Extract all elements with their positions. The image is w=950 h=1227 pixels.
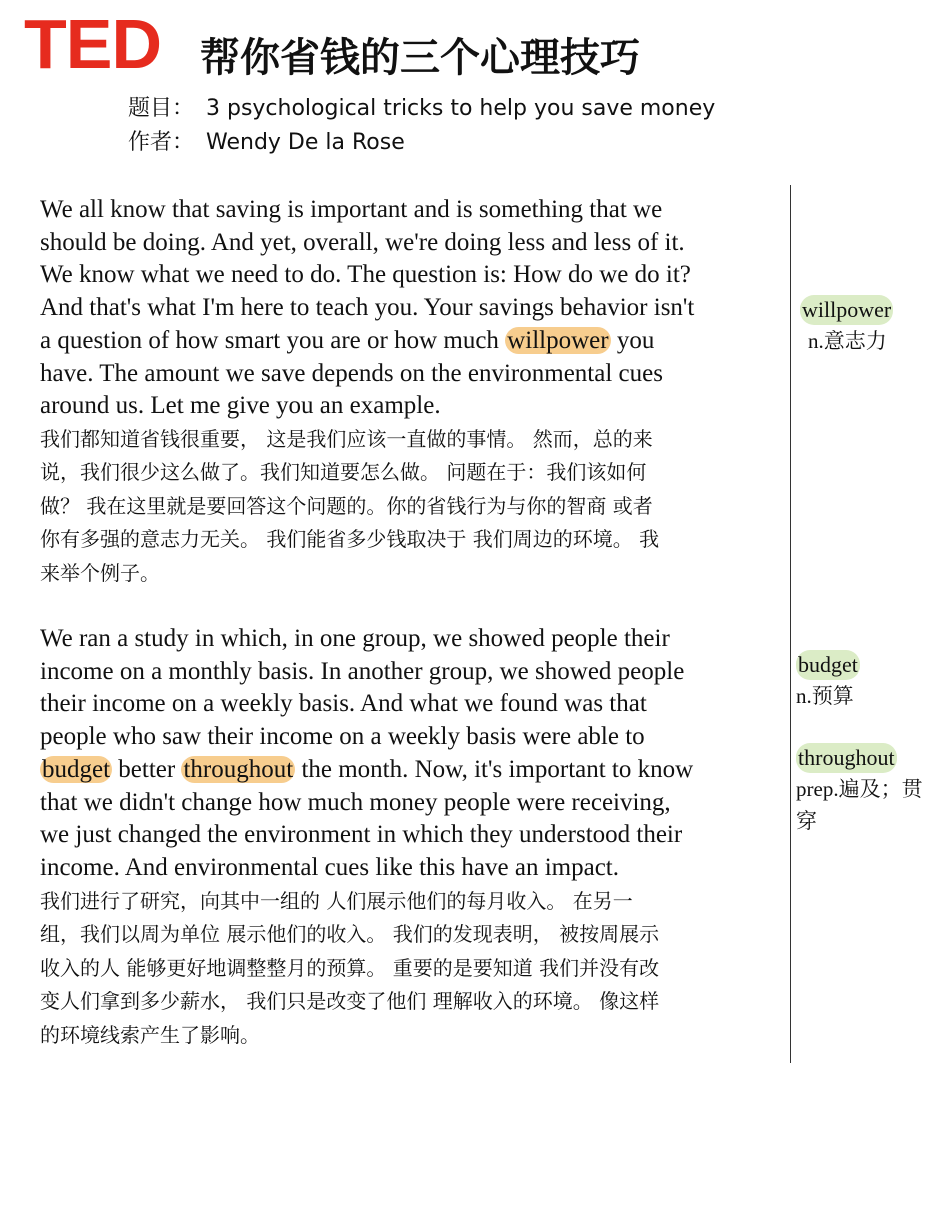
- zh-line: 来举个例子。: [40, 560, 160, 585]
- vocab-meaning: 预算: [811, 684, 854, 708]
- page-title: 帮你省钱的三个心理技巧: [200, 35, 640, 81]
- column-divider: [790, 185, 791, 1063]
- zh-line: 我们都知道省钱很重要， 这是我们应该一直做的事情。 然而，总的来: [40, 426, 653, 451]
- vocab-definition: [800, 325, 950, 357]
- talk-title-label: 题目：: [128, 96, 195, 121]
- en-line: We ran a study in which, in one group, we showed people their: [40, 625, 670, 652]
- talk-title-row: [128, 94, 715, 124]
- en-text: the month. Now, it's important to know: [301, 755, 694, 783]
- zh-line: 做？ 我在这里就是要回答这个问题的。你的省钱行为与你的智商 或者: [40, 493, 653, 518]
- vocab-word: throughout: [796, 743, 897, 773]
- highlight-throughout: throughout: [183, 755, 294, 783]
- vocab-word: budget: [796, 650, 860, 680]
- en-text: a question of how smart you are or how much: [40, 326, 499, 354]
- zh-line: 我们进行了研究，向其中一组的 人们展示他们的每月收入。 在另一: [40, 888, 633, 913]
- vocab-meaning: 意志力: [823, 329, 887, 353]
- zh-line: 你有多强的意志力无关。 我们能省多少钱取决于 我们周边的环境。 我: [40, 527, 660, 552]
- en-line: We know what we need to do. The question is: How do we do it?: [40, 261, 691, 289]
- highlight-willpower: willpower: [507, 326, 609, 354]
- en-line: income on a monthly basis. In another group, we showed people: [40, 657, 685, 685]
- paragraph-1: [40, 194, 790, 590]
- en-text: you: [616, 326, 655, 354]
- zh-line: 的环境线索产生了影响。: [40, 1022, 260, 1047]
- en-line: We all know that saving is important and is something that we: [40, 196, 663, 223]
- author-row: [128, 128, 405, 158]
- talk-title-value: 3 psychological tricks to help you save money: [206, 96, 716, 121]
- en-line: [40, 325, 790, 358]
- vocab-pos: n.: [808, 329, 824, 353]
- zh-line: 组，我们以周为单位 展示他们的收入。 我们的发现表明， 被按周展示: [40, 922, 660, 947]
- highlight-budget: budget: [42, 755, 111, 783]
- en-line: should be doing. And yet, overall, we're doing less and less of it.: [40, 228, 685, 256]
- zh-line: 收入的人 能够更好地调整整月的预算。 重要的是要知道 我们并没有改: [40, 955, 660, 980]
- vocab-word: willpower: [800, 295, 893, 325]
- en-line: we just changed the environment in which they understood their: [40, 821, 683, 849]
- en-text: better: [118, 755, 176, 783]
- vocab-definition: [796, 773, 946, 805]
- en-line: [40, 754, 790, 787]
- vocab-pos: prep.: [796, 777, 839, 801]
- en-line: income. And environmental cues like this have an impact.: [40, 853, 620, 881]
- en-line: around us. Let me give you an example.: [40, 392, 441, 420]
- en-line: that we didn't change how much money people were receiving,: [40, 788, 671, 816]
- en-line: And that's what I'm here to teach you. Your savings behavior isn't: [40, 294, 695, 322]
- en-line: have. The amount we save depends on the environmental cues: [40, 359, 663, 387]
- vocab-definition: [796, 680, 946, 712]
- vocab-definition-cont: 穿: [796, 809, 817, 833]
- zh-line: 说，我们很少这么做了。我们知道要怎么做。 问题在于：我们该如何: [40, 460, 647, 485]
- author-value: Wendy De la Rose: [206, 130, 405, 155]
- ted-logo: TED: [24, 5, 161, 83]
- vocab-pos: n.: [796, 684, 812, 708]
- author-label: 作者：: [128, 130, 195, 155]
- en-line: people who saw their income on a weekly basis were able to: [40, 723, 645, 751]
- paragraph-2: [40, 623, 790, 1052]
- vocab-note-budget: [796, 650, 946, 712]
- vocab-note-throughout: [796, 743, 946, 837]
- vocab-meaning: 遍及；贯: [838, 777, 923, 801]
- en-line: their income on a weekly basis. And what we found was that: [40, 690, 647, 718]
- zh-line: 变人们拿到多少薪水， 我们只是改变了他们 理解收入的环境。 像这样: [40, 989, 660, 1014]
- vocab-note-willpower: [800, 295, 950, 357]
